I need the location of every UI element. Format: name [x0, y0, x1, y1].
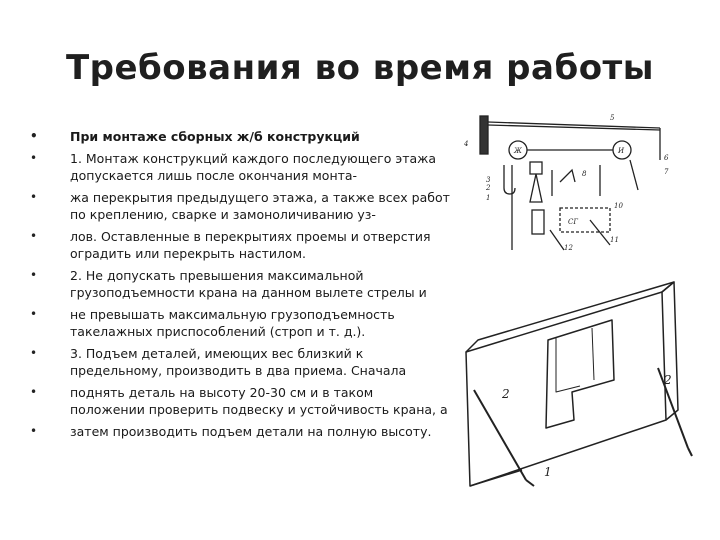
label-5: 5	[610, 114, 615, 122]
label-1: 1	[486, 194, 491, 202]
label-6: 6	[664, 154, 669, 162]
label-3: 3	[486, 176, 491, 184]
bullet-item: • жа перекрытия предыдущего этажа, а также всех работ по креплению, сварке и замоноличиванию уз-	[30, 189, 450, 223]
bullet-list	[30, 128, 450, 445]
box-text: СГ	[568, 218, 578, 226]
slide-title: Требования во время работы	[65, 48, 655, 88]
label-ring-left: Ж	[514, 147, 522, 155]
bullet-item: • поднять деталь на высоту 20-30 см и в таком положении проверить подвеску и устойчивость крана, а	[30, 384, 450, 418]
label-brace-right: 2	[664, 373, 672, 387]
bullet-item: • При монтаже сборных ж/б конструкций	[30, 128, 450, 145]
wall-panel-drawing	[452, 280, 710, 520]
label-10: 10	[614, 202, 623, 210]
slinging-equipment-drawing	[460, 110, 680, 260]
bullet-item: • 2. Не допускать превышения максимальной грузоподъемности крана на данном вылете стрелы и	[30, 267, 450, 301]
label-2: 2	[486, 184, 491, 192]
bullet-item: • затем производить подъем детали на полную высоту.	[30, 423, 450, 440]
label-4: 4	[464, 140, 469, 148]
bullet-item: • лов. Оставленные в перекрытиях проемы и отверстия оградить или перекрыть настилом.	[30, 228, 450, 262]
label-base: 1	[544, 465, 552, 479]
label-12: 12	[564, 244, 573, 252]
label-brace-left: 2	[502, 387, 510, 401]
bullet-item: • 1. Монтаж конструкций каждого последующего этажа допускается лишь после окончания монта-	[30, 150, 450, 184]
label-11: 11	[610, 236, 619, 244]
label-ring-right: И	[618, 147, 625, 155]
label-8: 8	[582, 170, 587, 178]
bullet-item: • 3. Подъем деталей, имеющих вес близкий к предельному, производить в два приема. Сначала	[30, 345, 450, 379]
bullet-item: • не превышать максимальную грузоподъемность такелажных приспособлений (строп и т. д.).	[30, 306, 450, 340]
label-7: 7	[664, 168, 669, 176]
